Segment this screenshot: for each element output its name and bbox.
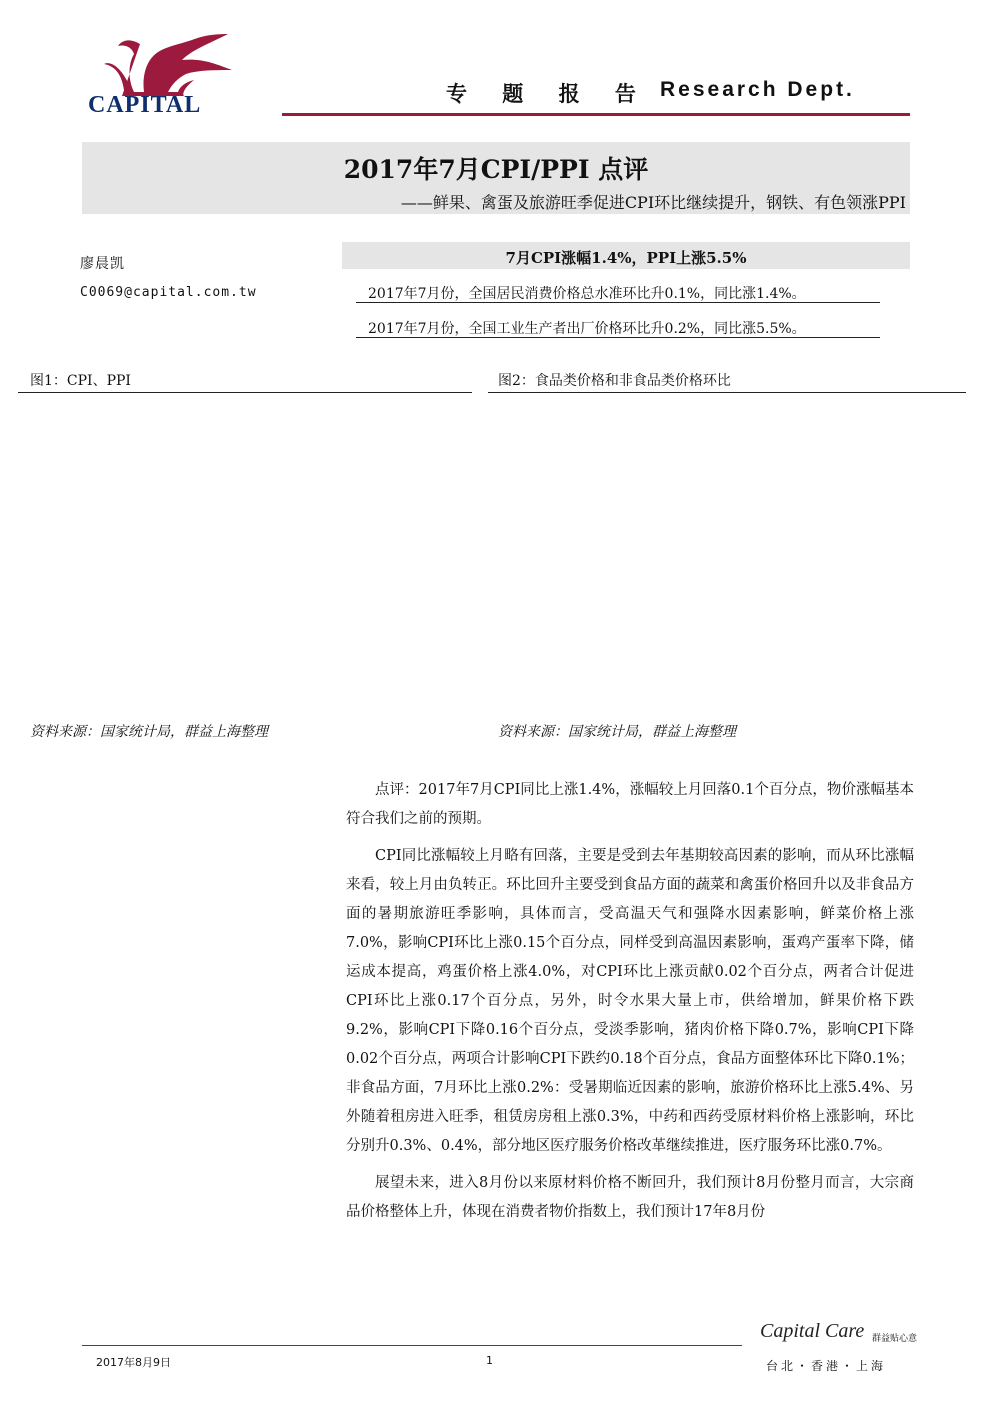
paragraph: 点评：2017年7月CPI同比上涨1.4%，涨幅较上月回落0.1个百分点，物价涨幅基本符合我们之前的预期。 xyxy=(346,782,914,827)
brand-tagline: 群益贴心意 xyxy=(872,1334,918,1344)
key-point-underline xyxy=(356,302,880,303)
key-point-cpi: 2017年7月份，全国居民消费价格总水准环比升0.1%，同比涨1.4%。 xyxy=(368,286,806,302)
paragraph: CPI同比涨幅较上月略有回落，主要是受到去年基期较高因素的影响，而从环比涨幅来看，较上月由负转正。环比回升主要受到食品方面的蔬菜和禽蛋价格回升以及非食品方面的暑期旅游旺季影响，具体而言，受高温天气和强降水因素影响，鲜菜价格上涨7.0%，影响CPI环比上涨0.15个百分点，同样受到高温因素影响，蛋鸡产蛋率下降，储运成本提高，鸡蛋价格上涨4.0%，对CPI环比上涨贡献0.02个百分点，两者合计促进CPI环比上涨0.17个百分点，另外，时令水果大量上市，供给增加，鲜果价格下跌9.2%，影响CPI下降0.16个百分点，受淡季影响，猪肉价格下降0.7%，影响CPI下降0.02个百分点，两项合计影响CPI下跌约0.18个百分点，食品方面整体环比下降0.1%；非食品方面，7月环比上涨0.2%：受暑期临近因素的影响，旅游价格环比上涨5.4%、另外随着租房进入旺季，租赁房房租上涨0.3%，中药和西药受原材料价格上涨影响，环比分别升0.3%、0.4%，部分地区医疗服务价格改革继续推进，医疗服务环比涨0.7%。 xyxy=(346,848,914,1154)
figure-2-source: 资料来源：国家统计局，群益上海整理 xyxy=(498,724,736,740)
cpi-ppi-yoy-chart xyxy=(18,395,478,715)
footer-divider xyxy=(82,1345,742,1346)
figure-2-caption: 图2：食品类价格和非食品类价格环比 xyxy=(498,373,731,389)
food-nonfood-mom-chart xyxy=(488,395,968,715)
research-dept-label: Research Dept. xyxy=(660,78,855,101)
paragraph: 展望未来，进入8月份以来原材料价格不断回升，我们预计8月份整月而言，大宗商品价格整体上升，体现在消费者物价指数上，我们预计17年8月份 xyxy=(346,1175,914,1220)
figure-2-rule xyxy=(488,392,966,393)
figure-1-caption: 图1：CPI、PPI xyxy=(30,373,131,389)
footer-date: 2017年8月9日 xyxy=(96,1356,171,1369)
header-divider xyxy=(282,113,910,116)
key-point-underline xyxy=(356,337,880,338)
capital-care-logo: Capital Care xyxy=(760,1320,865,1342)
report-subtitle: ——鲜果、禽蛋及旅游旺季促进CPI环比继续提升，钢铁、有色领涨PPI xyxy=(400,193,906,212)
capital-logo-text: CAPITAL xyxy=(88,92,202,118)
summary-title: 7月CPI涨幅1.4%，PPI上涨5.5% xyxy=(505,249,747,267)
author-email[interactable]: C0069@capital.com.tw xyxy=(80,285,257,300)
figure-1-rule xyxy=(18,392,472,393)
author-name: 廖晨凯 xyxy=(80,256,125,272)
page-number: 1 xyxy=(486,1354,493,1367)
figure-1-source: 资料来源：国家统计局，群益上海整理 xyxy=(30,724,268,740)
commentary-body xyxy=(346,776,914,1227)
office-cities: 台北・香港・上海 xyxy=(766,1359,887,1373)
report-type-title: 专 题 报 告 xyxy=(446,82,650,106)
report-title: 2017年7月CPI/PPI 点评 xyxy=(343,155,649,184)
key-point-ppi: 2017年7月份，全国工业生产者出厂价格环比升0.2%，同比涨5.5%。 xyxy=(368,321,806,337)
